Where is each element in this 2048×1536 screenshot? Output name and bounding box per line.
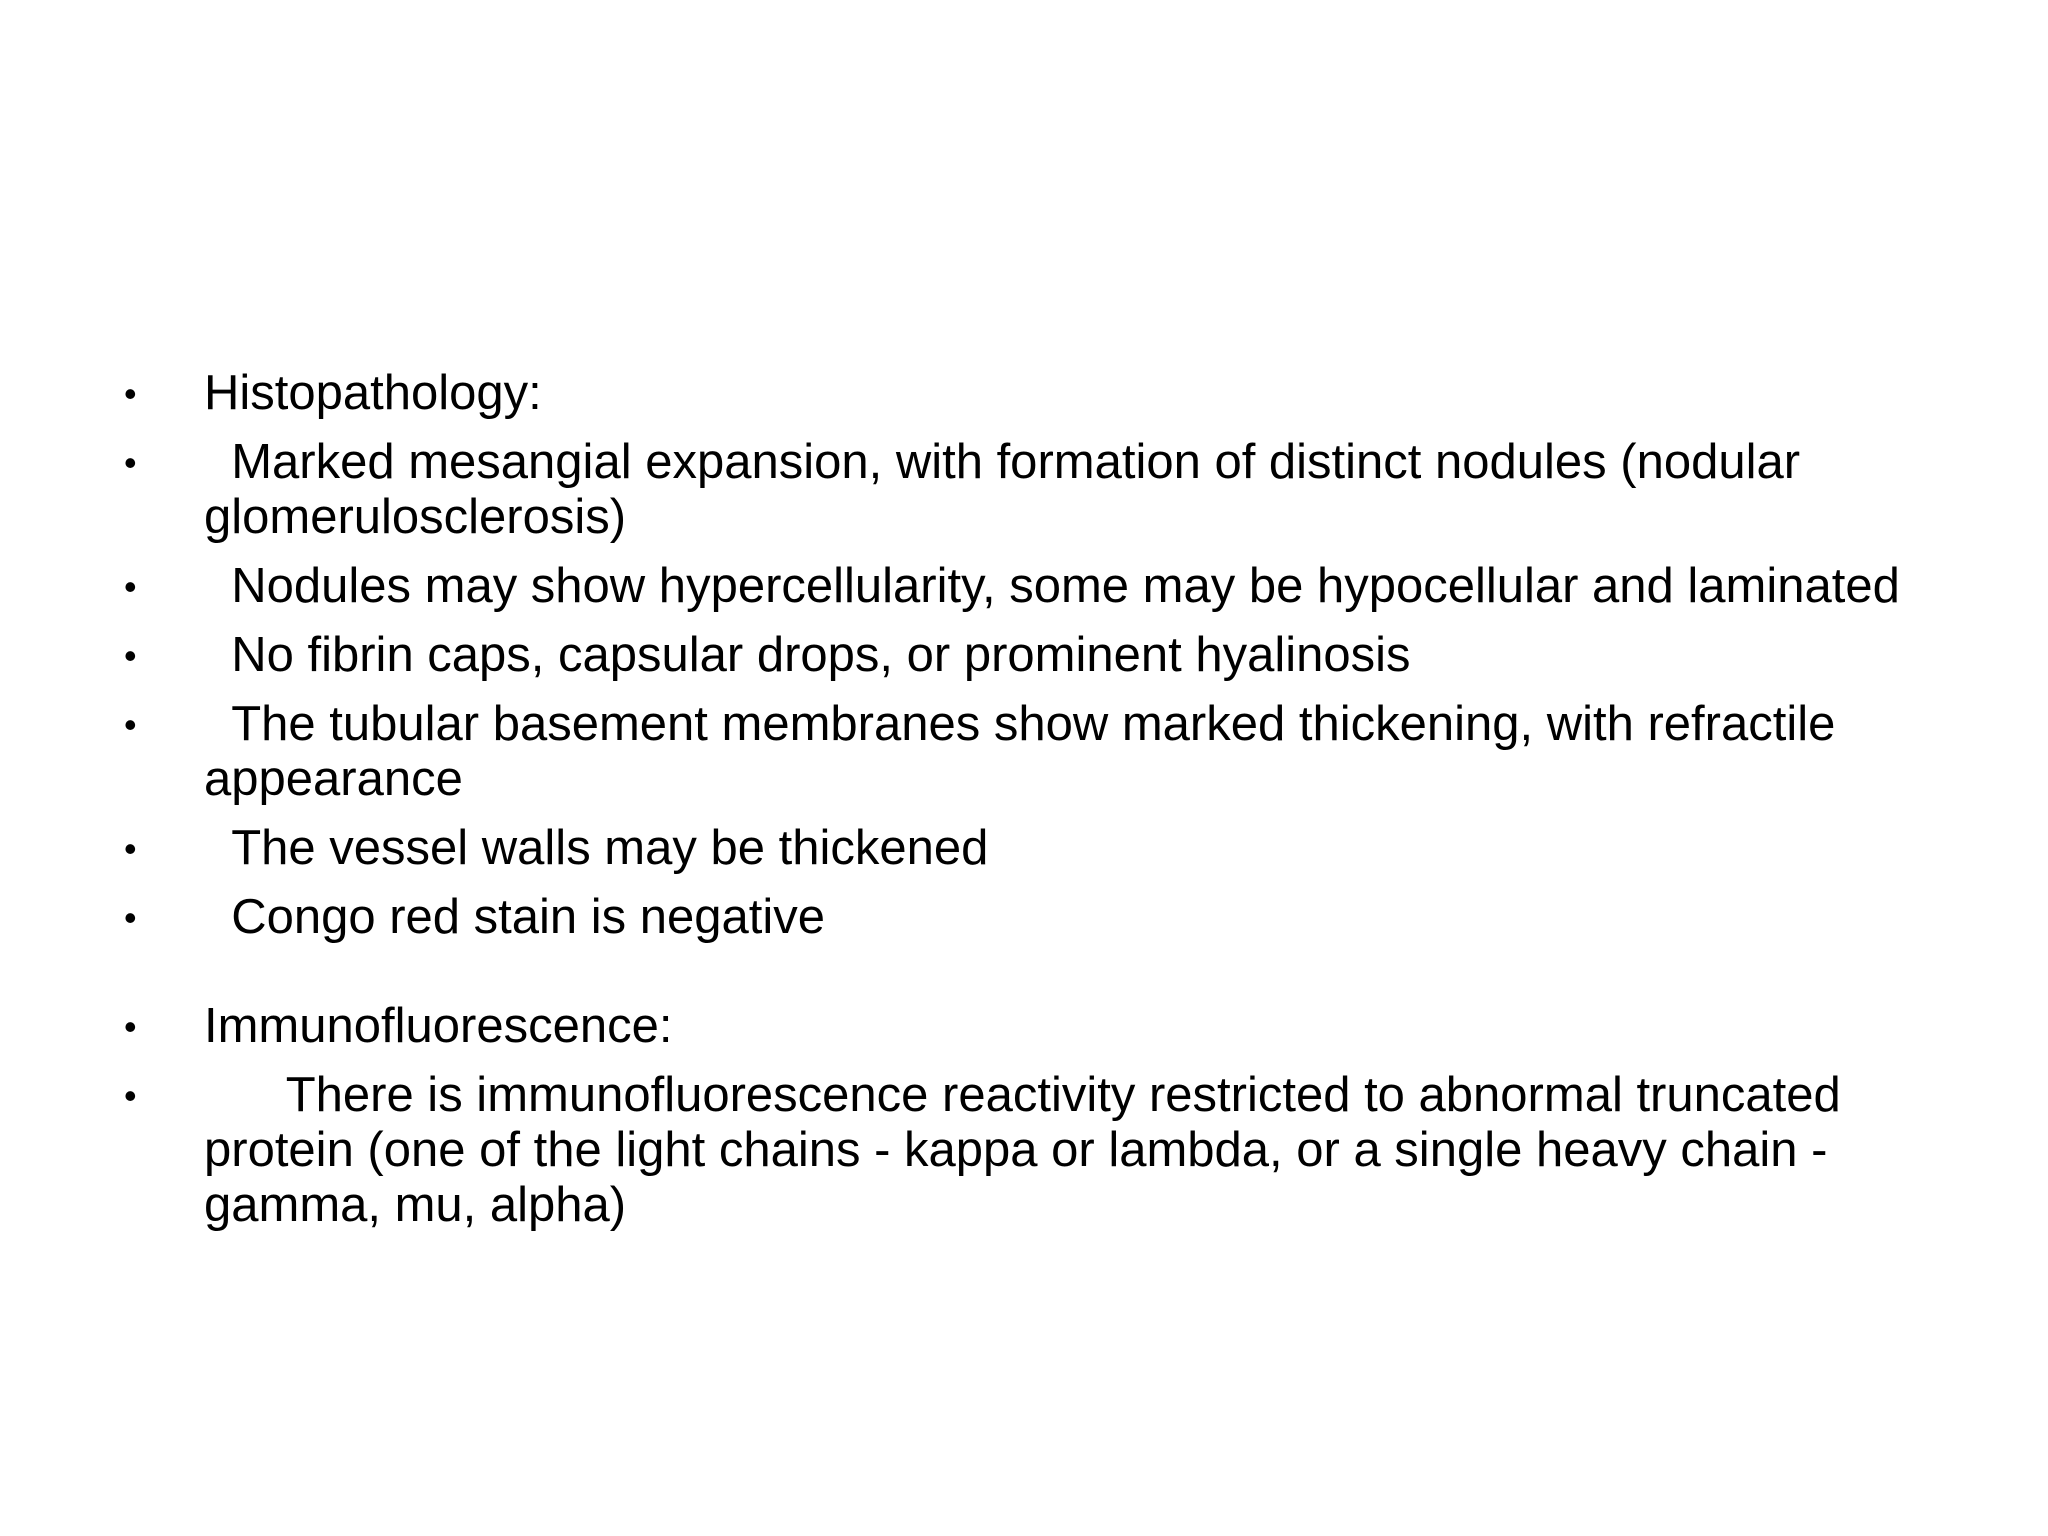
bullet-item-vessel-walls bbox=[124, 821, 1924, 876]
bullet-icon: • bbox=[124, 1006, 137, 1047]
bullet-item-immunofluorescence-reactivity bbox=[124, 1068, 1924, 1233]
bullet-text: The tubular basement membranes show marked thickening, with refractile appearance bbox=[204, 697, 1849, 806]
bullet-item-histopathology-heading bbox=[124, 366, 1924, 421]
bullet-icon: • bbox=[124, 704, 137, 745]
bullet-item-immunofluorescence-heading bbox=[124, 999, 1924, 1054]
bullet-item-nodules bbox=[124, 559, 1924, 614]
bullet-icon: • bbox=[124, 1075, 137, 1116]
bullet-icon: • bbox=[124, 897, 137, 938]
bullet-item-congo-red bbox=[124, 890, 1924, 945]
bullet-text: Histopathology: bbox=[204, 366, 542, 420]
bullet-list bbox=[124, 366, 1924, 1247]
bullet-text: There is immunofluorescence reactivity restricted to abnormal truncated protein (one of the light chains - kappa or lambda, or a single heavy chain - gamma, mu, alpha) bbox=[204, 1068, 1855, 1232]
bullet-icon: • bbox=[124, 635, 137, 676]
bullet-icon: • bbox=[124, 828, 137, 869]
bullet-text: Nodules may show hypercellularity, some may be hypocellular and laminated bbox=[204, 559, 1900, 613]
bullet-item-mesangial-expansion bbox=[124, 435, 1924, 545]
bullet-icon: • bbox=[124, 566, 137, 607]
bullet-item-tubular-membranes bbox=[124, 697, 1924, 807]
bullet-text: No fibrin caps, capsular drops, or prominent hyalinosis bbox=[204, 628, 1411, 682]
bullet-item-fibrin-caps bbox=[124, 628, 1924, 683]
bullet-icon: • bbox=[124, 442, 137, 483]
bullet-icon: • bbox=[124, 373, 137, 414]
bullet-text: Immunofluorescence: bbox=[204, 999, 673, 1053]
bullet-text: The vessel walls may be thickened bbox=[204, 821, 989, 875]
bullet-text: Marked mesangial expansion, with formation of distinct nodules (nodular glomerulosclerosis) bbox=[204, 435, 1814, 544]
bullet-text: Congo red stain is negative bbox=[204, 890, 826, 944]
